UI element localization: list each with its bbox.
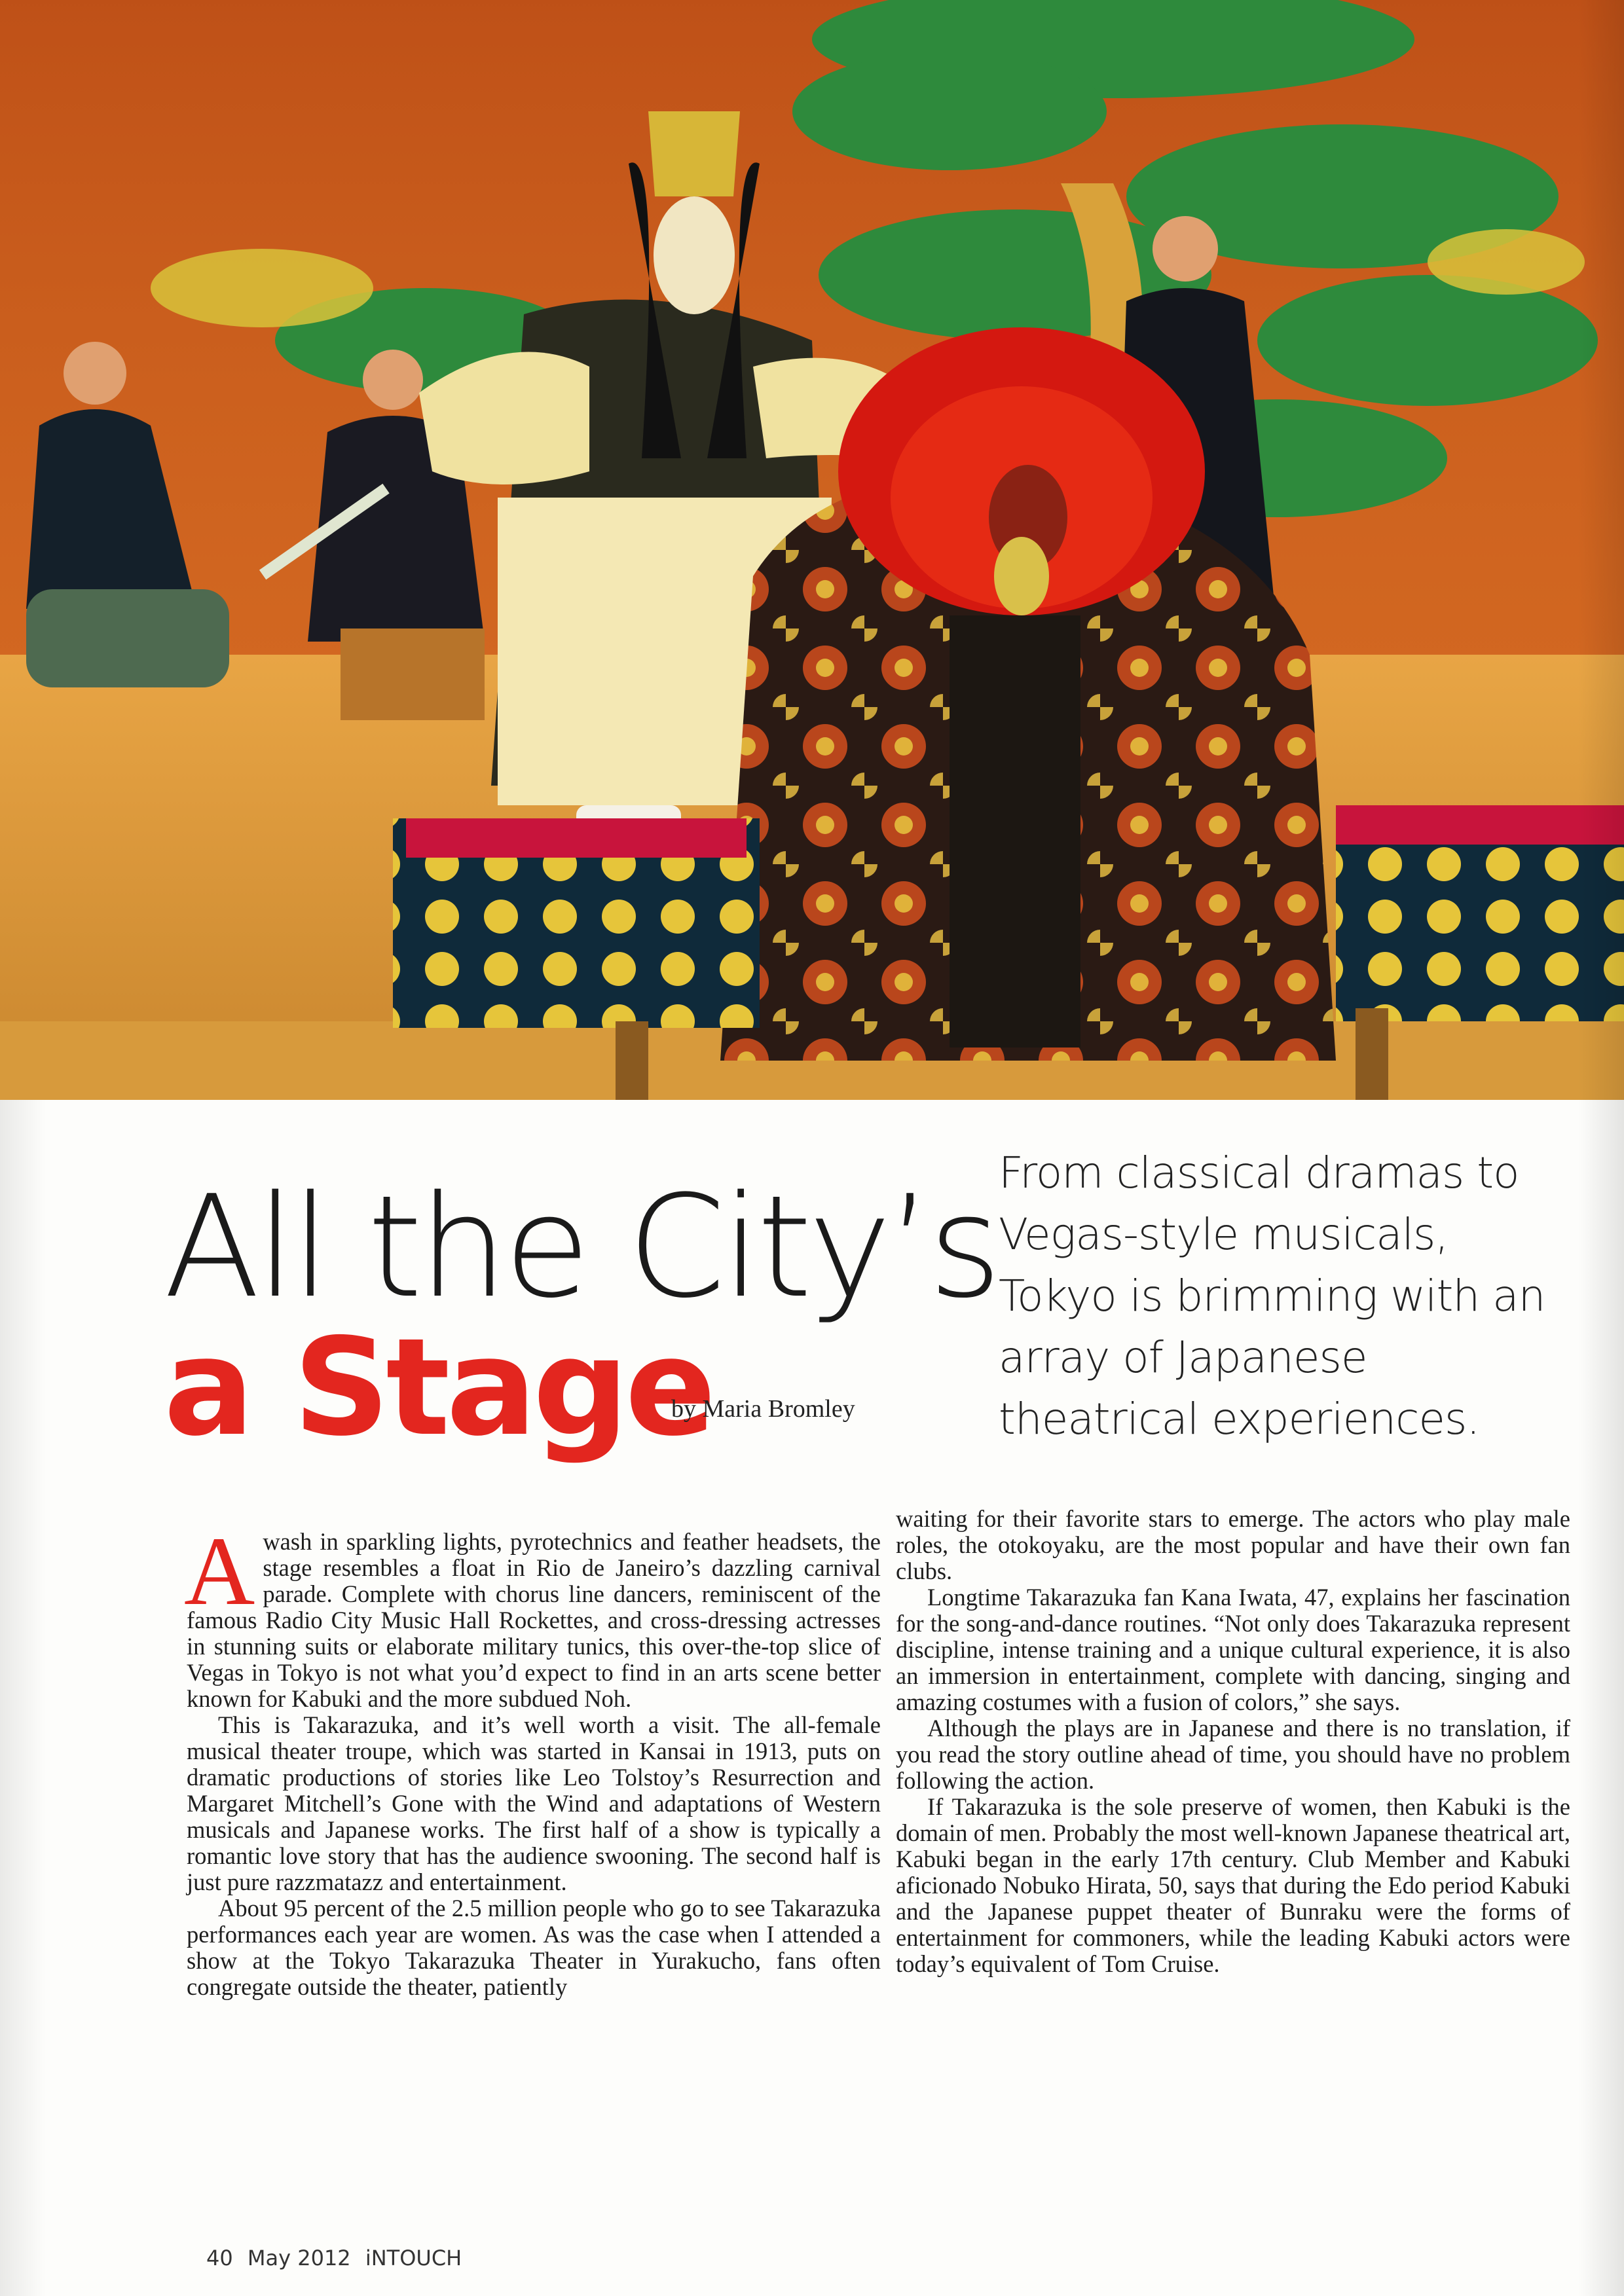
issue-date: May 2012 [247, 2246, 351, 2270]
deck-subtitle: From classical dramas to Vegas-style musicals, Tokyo is brimming with an array of Japanese theatrical experiences. [999, 1148, 1545, 1444]
magazine-name: iNTOUCH [365, 2246, 462, 2270]
scan-edge-shadow [1578, 0, 1624, 2296]
hero-photo-noh-performance [0, 0, 1624, 1100]
binding-shadow [0, 1100, 46, 2296]
article-paragraph: Longtime Takarazuka fan Kana Iwata, 47, explains her fascination for the song-and-dance routines. “Not only does Takarazuka represent discipline, intense training and a unique cultural experience, it is also an immersion in entertainment, complete with dancing, singing and amazing costumes with a fusion of colors,” she says. [896, 1584, 1570, 1715]
noh-stage-illustration [0, 0, 1624, 1100]
drop-cap: A [184, 1517, 255, 1626]
article-paragraph: Although the plays are in Japanese and there is no translation, if you read the story outline ahead of time, you should have no problem following the action. [896, 1715, 1570, 1794]
page-number: 40 [206, 2246, 233, 2270]
article-paragraph: Awash in sparkling lights, pyrotechnics and feather headsets, the stage resembles a float in Rio de Janeiro’s dazzling carnival parade. Complete with chorus line dancers, reminiscent of the famous Radio City Music Hall Rockettes, and cross-dressing actresses in stunning suits or elaborate military tunics, this over-the-top slice of Vegas in Tokyo is not what you’d expect to find in an arts scene better known for Kabuki and the more subdued Noh. [184, 1517, 881, 1712]
article-column-right [896, 1506, 1570, 1977]
headline-line-1: All the City’s [164, 1165, 998, 1329]
article-paragraph: About 95 percent of the 2.5 million people who go to see Takarazuka performances each year are women. As was the case when I attended a show at the Tokyo Takarazuka Theater in Yurakucho, fans often congregate outside the theater, patiently [187, 1895, 881, 2000]
article-paragraph: If Takarazuka is the sole preserve of women, then Kabuki is the domain of men. Probably the most well-known Japanese theatrical art, Kabuki began in the early 17th century. Club Member and Kabuki aficionado Nobuko Hirata, 50, says that during the Edo period Kabuki and the Japanese puppet theater of Bunraku were the forms of entertainment for commoners, while the leading Kabuki actors were today’s equivalent of Tom Cruise. [896, 1793, 1570, 1977]
article-paragraph: waiting for their favorite stars to emerge. The actors who play male roles, the otokoyaku, are the most popular and have their own fan clubs. [896, 1505, 1570, 1584]
page-folio [206, 2246, 470, 2270]
article-paragraph: This is Takarazuka, and it’s well worth a visit. The all-female musical theater troupe, which was started in Kansai in 1913, puts on dramatic productions of stories like Leo Tolstoy’s Resurrection and Margaret Mitchell’s Gone with the Wind and adaptations of Western musicals and Japanese works. The first half of a show is typically a romantic love story that has the audience swooning. The second half is just pure razzmatazz and entertainment. [187, 1711, 881, 1895]
headline-line-2: a Stage [164, 1310, 712, 1466]
byline: by Maria Bromley [671, 1395, 855, 1423]
article-column-left [184, 1517, 881, 2000]
